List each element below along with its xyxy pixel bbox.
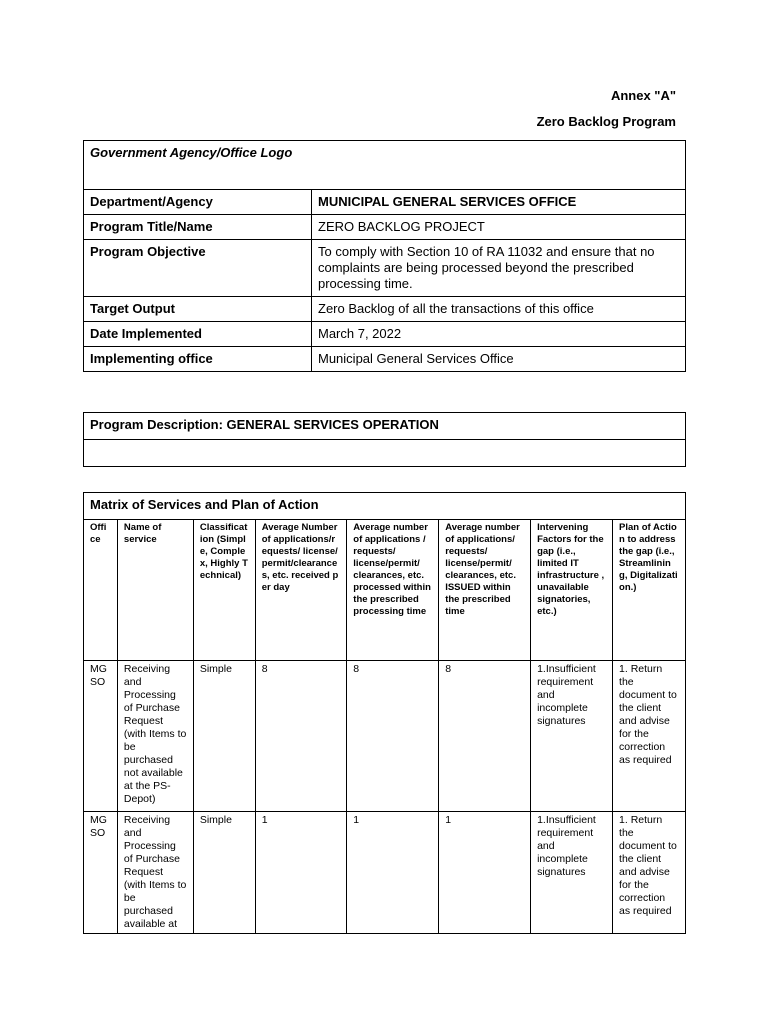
target-output-value: Zero Backlog of all the transactions of this office [312, 297, 686, 322]
col-header-issued: Average number of applications/ requests/ license/permit/ clearances, etc. ISSUED within the prescribed time [439, 520, 531, 661]
row-office: MGSO [84, 812, 118, 934]
row-issued: 8 [439, 661, 531, 812]
services-matrix-table [83, 492, 686, 934]
program-title-label: Program Title/Name [84, 215, 312, 240]
row-service-name: Receiving and Processing of Purchase Request (with Items to be purchased not available at the PS-Depot) [117, 661, 193, 812]
program-objective-label: Program Objective [84, 240, 312, 297]
annex-label: Annex "A" [610, 88, 676, 103]
program-info-table [83, 140, 686, 372]
matrix-title: Matrix of Services and Plan of Action [84, 493, 686, 520]
row-classification: Simple [193, 661, 255, 812]
table-row [84, 661, 686, 812]
program-description-value [84, 440, 686, 467]
implementing-office-label: Implementing office [84, 347, 312, 372]
program-description-label: Program Description: GENERAL SERVICES OPERATION [84, 413, 686, 440]
row-intervening-factors: 1.Insufficient requirement and incomplete signatures [531, 812, 613, 934]
program-description-table [83, 412, 686, 467]
row-intervening-factors: 1.Insufficient requirement and incomplete signatures [531, 661, 613, 812]
row-plan-of-action: 1. Return the document to the client and advise for the correction as required [613, 661, 686, 812]
col-header-office: Office [84, 520, 118, 661]
date-implemented-label: Date Implemented [84, 322, 312, 347]
program-title-value: ZERO BACKLOG PROJECT [312, 215, 686, 240]
col-header-received-per-day: Average Number of applications/requests/ license/permit/clearances, etc. received per day [255, 520, 347, 661]
row-office: MGSO [84, 661, 118, 812]
program-heading: Zero Backlog Program [536, 114, 676, 129]
row-classification: Simple [193, 812, 255, 934]
row-received: 8 [255, 661, 347, 812]
col-header-service-name: Name of service [117, 520, 193, 661]
row-issued: 1 [439, 812, 531, 934]
row-received: 1 [255, 812, 347, 934]
agency-logo-placeholder: Government Agency/Office Logo [84, 141, 686, 190]
department-value: MUNICIPAL GENERAL SERVICES OFFICE [312, 190, 686, 215]
col-header-processed: Average number of applications / requests/ license/permit/ clearances, etc. processed within the prescribed processing time [347, 520, 439, 661]
table-row [84, 812, 686, 934]
row-processed: 8 [347, 661, 439, 812]
department-label: Department/Agency [84, 190, 312, 215]
program-objective-value: To comply with Section 10 of RA 11032 and ensure that no complaints are being processed beyond the prescribed processing time. [312, 240, 686, 297]
row-processed: 1 [347, 812, 439, 934]
col-header-intervening-factors: Intervening Factors for the gap (i.e., limited IT infrastructure , unavailable signatories, etc.) [531, 520, 613, 661]
col-header-plan-of-action: Plan of Action to address the gap (i.e., Streamlining, Digitalization.) [613, 520, 686, 661]
implementing-office-value: Municipal General Services Office [312, 347, 686, 372]
col-header-classification: Classification (Simple, Complex, Highly Technical) [193, 520, 255, 661]
row-service-name: Receiving and Processing of Purchase Request (with Items to be purchased available at [117, 812, 193, 934]
date-implemented-value: March 7, 2022 [312, 322, 686, 347]
target-output-label: Target Output [84, 297, 312, 322]
row-plan-of-action: 1. Return the document to the client and advise for the correction as required [613, 812, 686, 934]
